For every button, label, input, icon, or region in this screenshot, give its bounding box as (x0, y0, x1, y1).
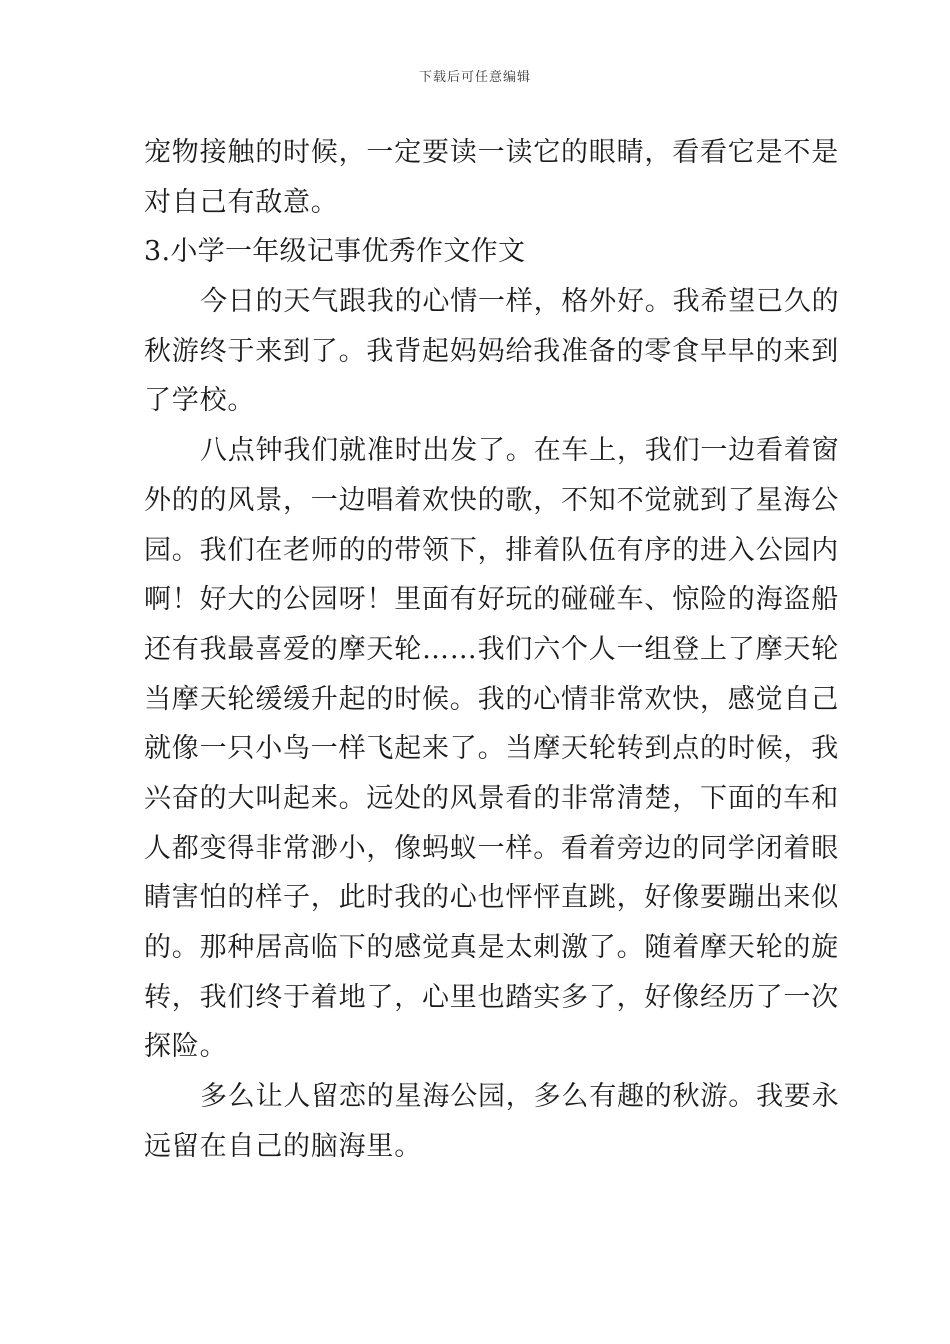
page-header-note: 下载后可任意编辑 (418, 70, 531, 85)
section-heading: 3.小学一年级记事优秀作文作文 (144, 236, 526, 268)
text-line: 了学校。 (144, 385, 256, 417)
paragraph-first-line: 今日的天气跟我的心情一样，格外好。我希望已久的 (200, 286, 840, 318)
text-line: 园。我们在老师的的带领下，排着队伍有序的进入公园内 (144, 534, 839, 566)
text-line: 的。那种居高临下的感觉真是太刺激了。随着摩天轮的旋 (144, 932, 839, 963)
text-line: 对自己有敌意。 (144, 186, 339, 218)
text-line: 人都变得非常渺小，像蚂蚁一样。看着旁边的同学闭着眼 (144, 832, 839, 864)
text-line: 睛害怕的样子，此时我的心也怦怦直跳，好像要蹦出来似 (144, 882, 839, 914)
text-line: 探险。 (144, 1031, 228, 1063)
text-line: 转，我们终于着地了，心里也踏实多了，好像经历了一次 (144, 981, 839, 1013)
text-line: 宠物接触的时候，一定要读一读它的眼睛，看看它是不是 (144, 137, 839, 168)
text-line: 外的的风景，一边唱着欢快的歌，不知不觉就到了星海公 (144, 484, 839, 516)
text-line: 还有我最喜爱的摩天轮……我们六个人一组登上了摩天轮 (144, 633, 839, 665)
paragraph-first-line: 八点钟我们就准时出发了。在车上，我们一边看着窗 (200, 435, 840, 467)
text-line: 啊！好大的公园呀！里面有好玩的碰碰车、惊险的海盗船 (144, 584, 839, 616)
text-line: 当摩天轮缓缓升起的时候。我的心情非常欢快，感觉自己 (144, 683, 839, 715)
text-line: 远留在自己的脑海里。 (144, 1130, 422, 1162)
paragraph-first-line: 多么让人留恋的星海公园，多么有趣的秋游。我要永 (200, 1081, 840, 1113)
text-line: 秋游终于来到了。我背起妈妈给我准备的零食早早的来到 (144, 335, 839, 367)
text-line: 就像一只小鸟一样飞起来了。当摩天轮转到点的时候，我 (144, 733, 839, 765)
text-line: 兴奋的大叫起来。远处的风景看的非常清楚，下面的车和 (144, 782, 839, 814)
document-body (144, 128, 840, 1171)
